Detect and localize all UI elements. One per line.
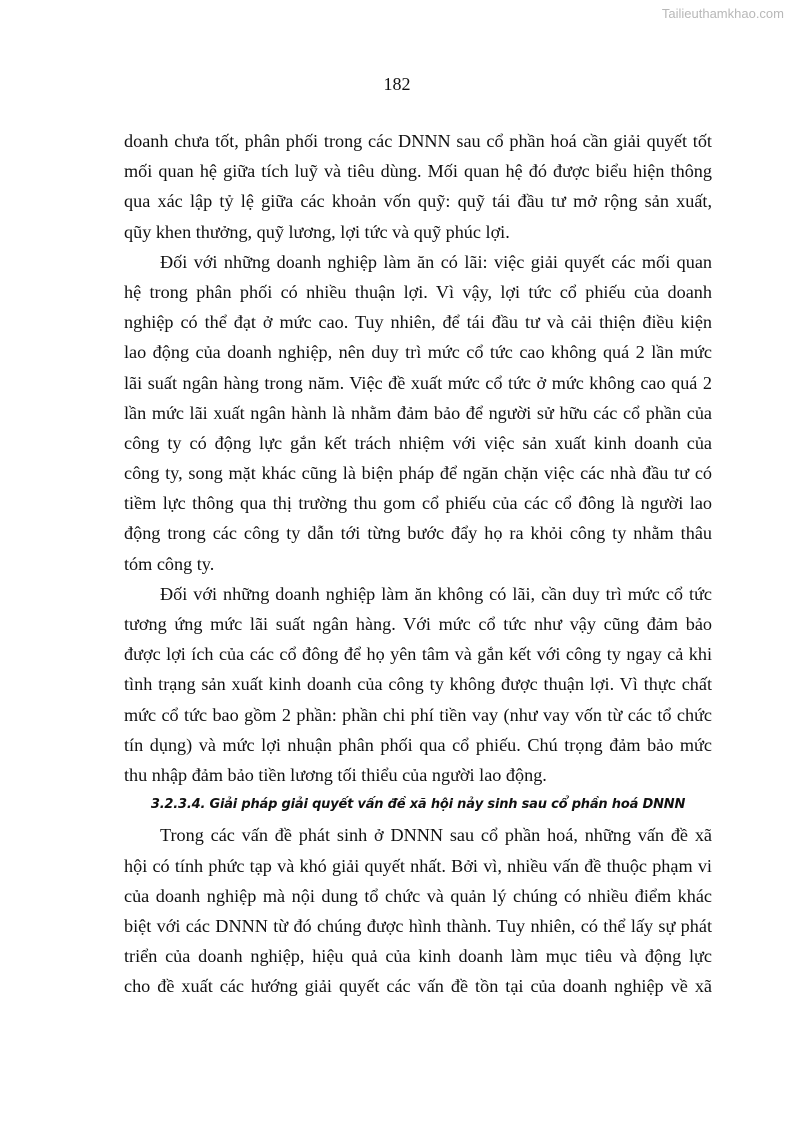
text-line: lãi suất ngân hàng trong năm. Việc đề xuất mức cổ tức ở mức không cao quá 2 <box>124 372 712 393</box>
paragraph <box>124 820 712 1001</box>
paragraph <box>124 247 712 579</box>
text-line: thu nhập đảm bảo tiền lương tối thiểu của người lao động. <box>124 764 547 785</box>
text-line: nghiệp có thể đạt ở mức cao. Tuy nhiên, để tái đầu tư và cải thiện điều kiện <box>124 312 712 333</box>
text-line: công ty có động lực gắn kết trách nhiệm với việc sản xuất kinh doanh của <box>124 432 712 453</box>
text-line: qua xác lập tỷ lệ giữa các khoản vốn quỹ: quỹ tái đầu tư mở rộng sản xuất, <box>124 191 712 212</box>
page-number: 182 <box>383 74 411 94</box>
text-line: lần mức lãi xuất ngân hành là nhằm đảm bảo để người sử hữu các cổ phần của <box>124 402 712 423</box>
paragraph <box>124 126 712 247</box>
text-line: biệt với các DNNN từ đó chúng được hình thành. Tuy nhiên, có thể lấy sự phát <box>124 915 712 936</box>
section-heading: 3.2.3.4. Giải pháp giải quyết vấn đề xã hội nảy sinh sau cổ phần hoá DNNN <box>150 797 686 813</box>
text-line: lao động của doanh nghiệp, nên duy trì mức cổ tức cao không quá 2 lần mức <box>124 342 712 363</box>
text-line: động trong các công ty dẫn tới từng bước đẩy họ ra khỏi công ty nhằm thâu <box>124 523 712 544</box>
text-line: cho đề xuất các hướng giải quyết các vấn đề tồn tại của doanh nghiệp về xã <box>124 976 712 997</box>
text-line: tín dụng) và mức lợi nhuận phân phối qua cổ phiếu. Chú trọng đảm bảo mức <box>124 734 712 755</box>
text-line: tương ứng mức lãi suất ngân hàng. Với mức cổ tức như vậy cũng đảm bảo <box>124 614 712 634</box>
text-line: hệ trong phân phối có nhiều thuận lợi. Vì vậy, lợi tức cổ phiếu của doanh <box>124 281 712 302</box>
text-line: triển của doanh nghiệp, hiệu quả của kinh doanh làm mục tiêu và động lực <box>124 946 712 967</box>
text-line: Trong các vấn đề phát sinh ở DNNN sau cổ phần hoá, những vấn đề xã <box>160 825 712 846</box>
text-line: tiềm lực thông qua thị trường thu gom cổ phiếu của các cổ đông là người lao <box>124 493 712 514</box>
text-line: mối quan hệ giữa tích luỹ và tiêu dùng. Mối quan hệ đó được biểu hiện thông <box>124 161 712 182</box>
text-line: Đối với những doanh nghiệp làm ăn có lãi: việc giải quyết các mối quan <box>160 251 712 272</box>
text-line: hội có tính phức tạp và khó giải quyết nhất. Bởi vì, nhiều vấn đề thuộc phạm vi <box>124 855 712 876</box>
watermark: Tailieuthamkhao.com <box>661 6 784 21</box>
text-line: công ty, song mặt khác cũng là biện pháp để ngăn chặn việc các nhà đầu tư có <box>124 463 712 484</box>
text-line: qũy khen thưởng, quỹ lương, lợi tức và quỹ phúc lợi. <box>124 221 510 242</box>
text-line: tình trạng sản xuất kinh doanh của công ty không được thuận lợi. Vì thực chất <box>124 674 712 695</box>
paragraph <box>124 579 712 790</box>
text-line: được lợi ích của các cổ đông để họ yên tâm và gắn kết với công ty ngay cả khi <box>124 644 712 665</box>
text-line: tóm công ty. <box>124 553 215 574</box>
document-body <box>124 126 712 1001</box>
text-line: Đối với những doanh nghiệp làm ăn không có lãi, cần duy trì mức cổ tức <box>160 583 712 604</box>
text-line: mức cổ tức bao gồm 2 phần: phần chi phí tiền vay (như vay vốn từ các tổ chức <box>124 704 712 725</box>
text-line: của doanh nghiệp mà nội dung tổ chức và quản lý chúng có nhiều điểm khác <box>124 885 712 906</box>
text-line: doanh chưa tốt, phân phối trong các DNNN sau cổ phần hoá cần giải quyết tốt <box>124 131 712 151</box>
